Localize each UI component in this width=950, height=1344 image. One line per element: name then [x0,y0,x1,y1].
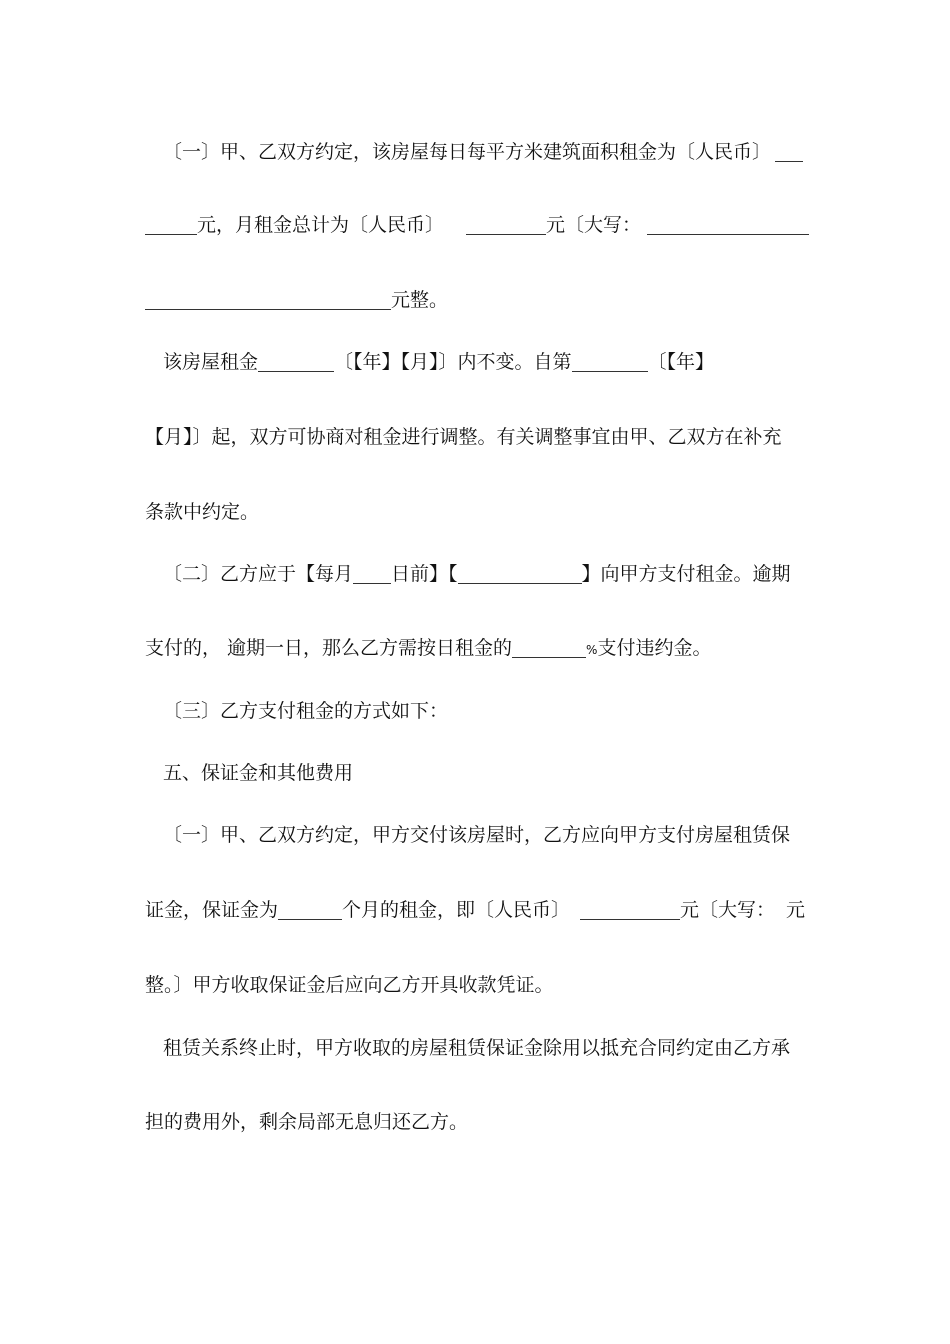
payment-method-text: 〔三〕乙方支付租金的方式如下： [163,700,449,722]
blank-penalty-rate [512,637,586,658]
blank-adjust-start [572,351,648,372]
blank-capital-amount-cont [145,289,391,310]
period-unit-text: 〔【年】【月】〕内不变。自第 [334,351,572,373]
rent-adjust-text: 【月】〕起，双方可协商对租金进行调整。有关调整事宜由甲、乙双方在补充 [145,426,782,448]
clause-payment-method [163,696,823,726]
blank-fixed-period [258,351,334,372]
clause-rent-rate-line2 [145,210,805,240]
yuan-whole-text: 元整。 [391,289,449,311]
clause-rent-rate-text: 〔一〕甲、乙双方约定，该房屋每日每平方米建筑面积租金为〔人民币〕 [163,141,772,163]
supplementary-terms-text: 条款中约定。 [145,501,260,523]
blank-capital-amount [647,214,809,235]
year-unit-text: 〔【年】 [647,351,715,373]
payment-day-text: 〔二〕乙方应于【每月 [163,563,354,585]
deposit-receipt-text: 整。〕甲方收取保证金后应向乙方开具收款凭证。 [145,974,554,996]
clause-rent-rate-line1 [163,137,823,167]
payment-day-suffix-text: 日前】【 [391,563,458,585]
monthly-rent-text: 元，月租金总计为〔人民币〕 [197,214,445,236]
clause-rent-rate-line3 [145,285,805,315]
deposit-yuan-text: 元 [785,899,805,921]
deposit-clause-line1 [163,820,823,850]
blank-deposit-months [278,899,342,920]
blank-monthly-rent [466,214,546,235]
deposit-refund-text: 担的费用外，剩余局部无息归还乙方。 [145,1111,469,1133]
rent-fixed-line2 [145,422,805,452]
deposit-return-line2 [145,1107,805,1137]
deposit-amount-group [145,895,775,925]
section-five-title: 五、保证金和其他费用 [163,762,354,784]
percent-sign: % [586,643,598,657]
blank-daily-rate-cont [145,214,197,235]
capital-amount-text: 元〔大写： [546,214,642,236]
deposit-return-line1 [163,1033,823,1063]
deposit-rmb-text: 个月的租金，即〔人民币〕 [342,899,571,921]
penalty-suffix-text: 支付违约金。 [597,637,712,659]
blank-deposit-amount [580,899,680,920]
deposit-return-text: 租赁关系终止时，甲方收取的房屋租赁保证金除用以抵充合同约定由乙方承 [163,1037,791,1059]
penalty-text: 支付的， 逾期一日，那么乙方需按日租金的 [145,637,513,659]
payment-overdue-text: 】向甲方支付租金。逾期 [581,563,791,585]
rent-fixed-line1 [163,347,823,377]
blank-payment-other [458,563,582,584]
section-five-heading [163,758,823,788]
blank-payment-day [353,563,391,584]
clause-payment-line2 [145,633,805,663]
deposit-capital-text: 元〔大写： [680,899,776,921]
blank-daily-rate [775,141,803,162]
deposit-agreement-text: 〔一〕甲、乙双方约定，甲方交付该房屋时，乙方应向甲方支付房屋租赁保 [163,824,791,846]
rent-fixed-line3 [145,497,805,527]
deposit-amount-text: 证金，保证金为 [145,899,279,921]
deposit-clause-line2 [145,895,805,925]
deposit-clause-line3 [145,970,805,1000]
rent-fixed-text: 该房屋租金 [163,351,259,373]
clause-payment-line1 [163,559,823,589]
